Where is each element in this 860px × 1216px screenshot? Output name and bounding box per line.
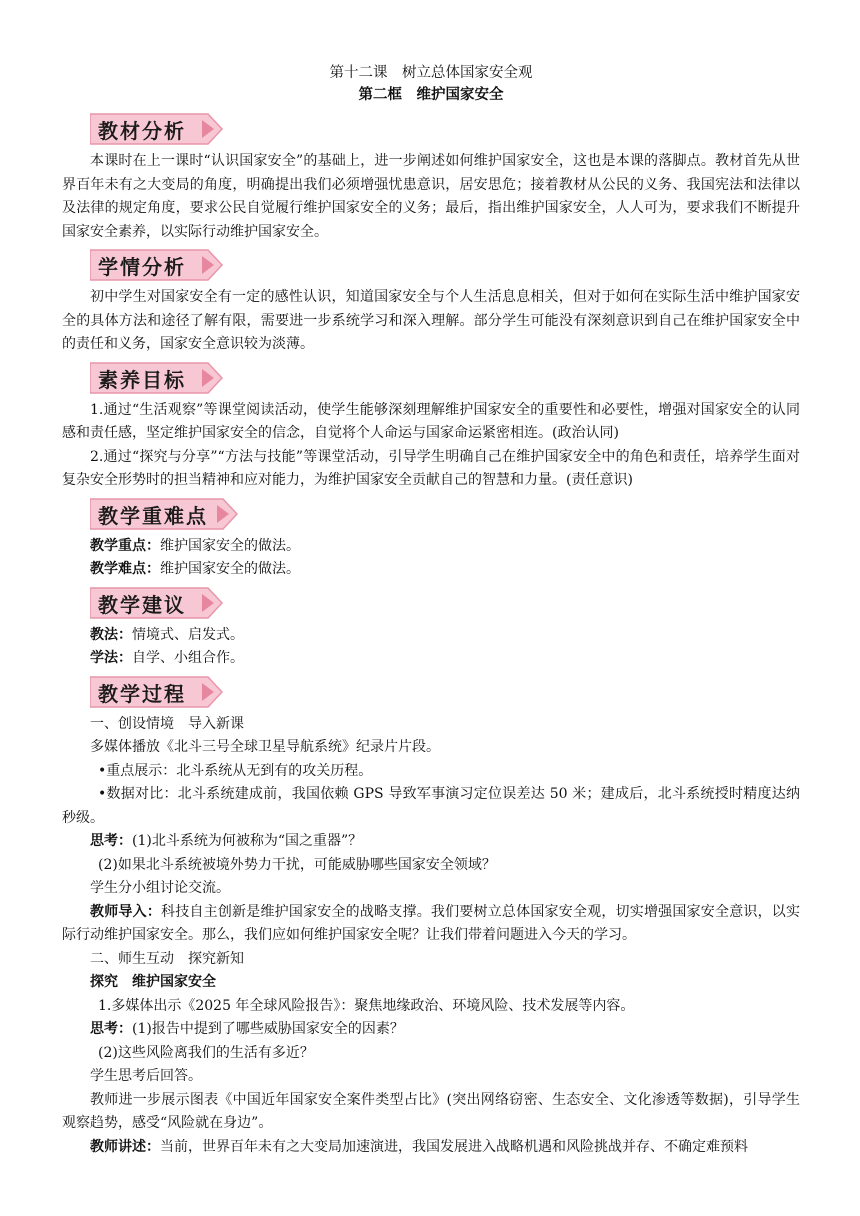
goal-item: 2.通过“探究与分享”“方法与技能”等课堂活动，引导学生明确自己在维护国家安全中的角色和责任，培养学生面对复杂安全形势时的担当精神和应对能力，为维护国家安全贡献自己的智慧和力量。(责任意识) bbox=[62, 448, 800, 488]
think-line bbox=[62, 830, 800, 854]
teacher-talk-text: 当前，世界百年未有之大变局加速演进，我国发展进入战略机遇和风险挑战并存、不确定难预料 bbox=[160, 1138, 748, 1155]
section-banner-keypoints bbox=[90, 497, 240, 531]
key-point-text: 维护国家安全的做法。 bbox=[160, 537, 300, 554]
part2-title: 二、师生互动 探究新知 bbox=[90, 950, 244, 967]
teacher-talk bbox=[62, 1136, 800, 1160]
teacher-intro-text: 科技自主创新是维护国家安全的战略支撑。我们要树立总体国家安全观，切实增强国家安全意识，以实际行动维护国家安全。那么，我们应如何维护国家安全呢？让我们带着问题进入今天的学习。 bbox=[62, 903, 801, 943]
answer-line: 学生思考后回答。 bbox=[90, 1068, 202, 1084]
explore-title: 探究 维护国家安全 bbox=[90, 974, 216, 990]
teacher-show: 教师进一步展示图表《中国近年国家安全案件类型占比》(突出网络窃密、生态安全、文化渗透等数据)，引导学生观察趋势，感受“风险就在身边”。 bbox=[62, 1091, 800, 1131]
teaching-method-line bbox=[62, 624, 800, 648]
section-banner-goals bbox=[90, 361, 225, 395]
part1-intro: 多媒体播放《北斗三号全球卫星导航系统》纪录片片段。 bbox=[90, 739, 440, 755]
think-question: (2)这些风险离我们的生活有多近？ bbox=[98, 1044, 314, 1061]
study-method-text: 自学、小组合作。 bbox=[132, 650, 244, 666]
difficult-point-label: 教学难点： bbox=[90, 561, 160, 577]
bullet-point: •数据对比：北斗系统建成前，我国依赖 GPS 导致军事演习定位误差达 50 米；建成后，北斗系统授时精度达纳秒级。 bbox=[62, 786, 800, 826]
think-label: 思考： bbox=[90, 1021, 132, 1037]
document-page bbox=[62, 62, 800, 1159]
section-heading: 学情分析 bbox=[98, 255, 186, 279]
difficult-point-text: 维护国家安全的做法。 bbox=[160, 561, 300, 577]
section-heading: 素养目标 bbox=[98, 367, 186, 392]
section-banner-students bbox=[90, 248, 225, 282]
section-banner-analysis bbox=[90, 112, 225, 146]
study-method-label: 学法： bbox=[90, 650, 132, 666]
section-heading: 教学建议 bbox=[98, 592, 186, 617]
teacher-talk-label: 教师讲述： bbox=[90, 1138, 160, 1155]
teaching-method-text: 情境式、启发式。 bbox=[132, 626, 244, 643]
part1-title: 一、创设情境 导入新课 bbox=[90, 715, 244, 732]
think-label: 思考： bbox=[90, 833, 132, 849]
difficult-point-line bbox=[62, 558, 800, 582]
teaching-method-label: 教法： bbox=[90, 626, 132, 643]
explore-item: 1.多媒体出示《2025 年全球风险报告》：聚焦地缘政治、环境风险、技术发展等内容。 bbox=[98, 997, 635, 1014]
analysis-paragraph: 本课时在上一课时“认识国家安全”的基础上，进一步阐述如何维护国家安全，这也是本课的落脚点。教材首先从世界百年未有之大变局的角度，明确提出我们必须增强忧患意识，居安思危；接着教材从公民的义务、我国宪法和法律以及法律的规定角度，要求公民自觉履行维护国家安全的义务；最后，指出维护国家安全，人人可为，要求我们不断提升国家安全素养，以实际行动维护国家安全。 bbox=[62, 153, 800, 240]
lesson-title: 第十二课 树立总体国家安全观 bbox=[329, 65, 533, 81]
students-paragraph: 初中学生对国家安全有一定的感性认识，知道国家安全与个人生活息息相关，但对于如何在实际生活中维护国家安全的具体方法和途径了解有限，需要进一步系统学习和深入理解。部分学生可能没有深刻意识到自己在维护国家安全中的责任和义务，国家安全意识较为淡薄。 bbox=[62, 289, 800, 352]
discuss-line: 学生分小组讨论交流。 bbox=[90, 880, 230, 896]
key-point-line bbox=[62, 535, 800, 559]
key-point-label: 教学重点： bbox=[90, 537, 160, 554]
goal-item: 1.通过“生活观察”等课堂阅读活动，使学生能够深刻理解维护国家安全的重要性和必要性，增强对国家安全的认同感和责任感，坚定维护国家安全的信念，自觉将个人命运与国家命运紧密相连。(政治认同) bbox=[62, 401, 800, 441]
lesson-subtitle: 第二框 维护国家安全 bbox=[358, 86, 504, 103]
section-banner-process bbox=[90, 675, 225, 709]
teacher-intro-label: 教师导入： bbox=[90, 903, 162, 920]
think-question: (2)如果北斗系统被境外势力干扰，可能威胁哪些国家安全领域？ bbox=[98, 856, 496, 873]
section-heading: 教材分析 bbox=[98, 119, 186, 143]
think-line bbox=[62, 1018, 800, 1042]
think-question: (1)报告中提到了哪些威胁国家安全的因素？ bbox=[132, 1021, 404, 1037]
teacher-intro bbox=[62, 901, 800, 948]
section-heading: 教学重难点 bbox=[98, 503, 208, 528]
section-heading: 教学过程 bbox=[98, 681, 186, 706]
study-method-line bbox=[62, 647, 800, 671]
section-banner-suggestions bbox=[90, 586, 225, 620]
think-question: (1)北斗系统为何被称为“国之重器”？ bbox=[132, 833, 363, 849]
bullet-point: •重点展示：北斗系统从无到有的攻关历程。 bbox=[98, 762, 373, 779]
